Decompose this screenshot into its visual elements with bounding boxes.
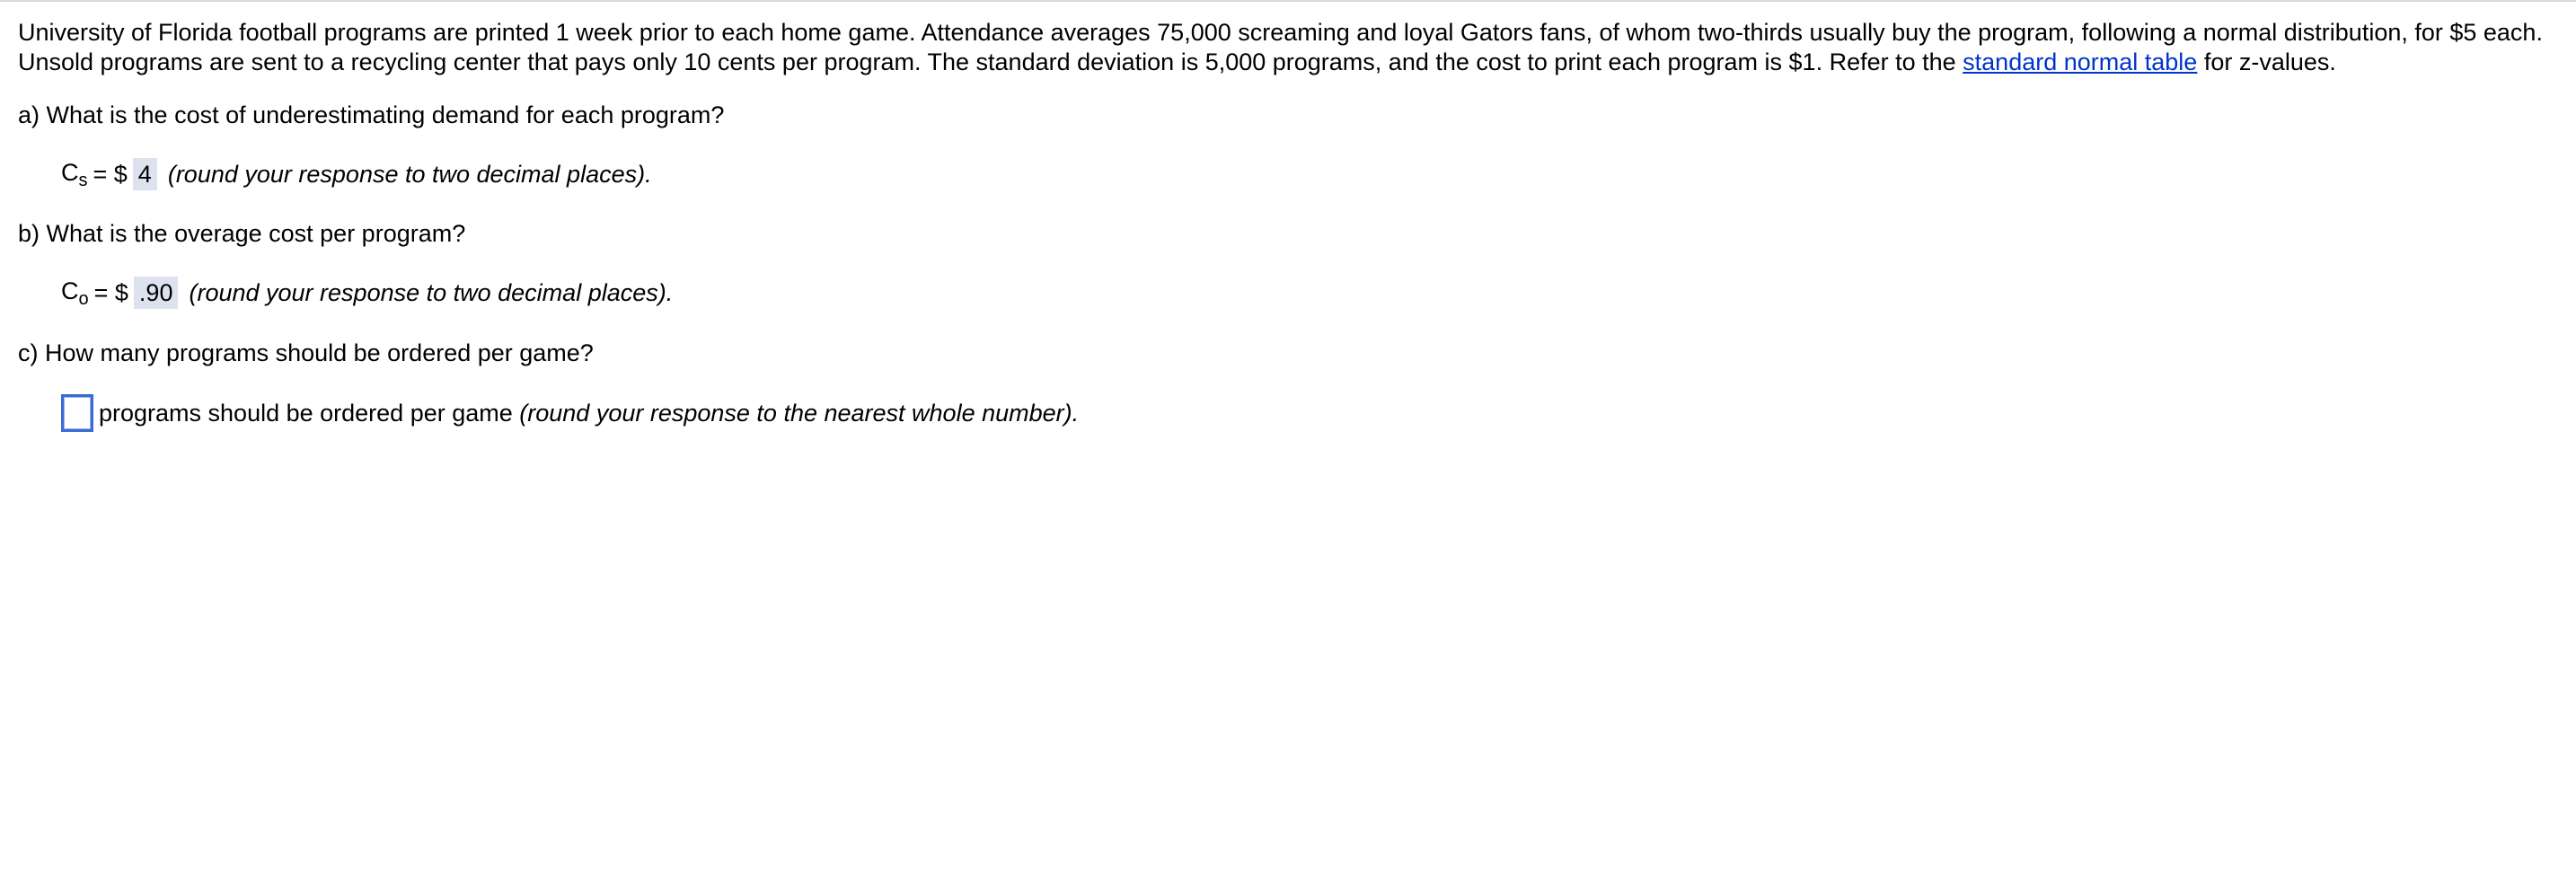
part-b-hint: (round your response to two decimal places).: [189, 278, 674, 306]
part-a-answer-row: [61, 154, 652, 193]
part-b-question: b) What is the overage cost per program?: [18, 220, 466, 247]
part-a-question: a) What is the cost of underestimating demand for each program?: [18, 101, 725, 128]
part-a-equals: = $: [93, 160, 128, 188]
part-a-variable: [61, 154, 88, 193]
part-b-answer-row: [61, 273, 673, 312]
problem-statement: [18, 18, 2551, 77]
standard-normal-table-link[interactable]: standard normal table: [1963, 48, 2198, 75]
part-b-variable-sub: o: [78, 289, 89, 309]
part-a-variable-sub: s: [78, 171, 88, 190]
part-c-question: c) How many programs should be ordered per game?: [18, 339, 594, 366]
part-c-text: programs should be ordered per game: [99, 400, 520, 427]
part-a-answer-field[interactable]: 4: [133, 158, 157, 190]
problem-text-after: for z-values.: [2197, 48, 2336, 75]
part-a-hint: (round your response to two decimal places).: [167, 160, 652, 188]
part-a-variable-main: C: [61, 159, 79, 186]
part-c-answer-row: [61, 394, 1079, 432]
top-divider: [0, 0, 2576, 2]
question-content: [18, 18, 2551, 427]
problem-text-before: University of Florida football programs are printed 1 week prior to each home game. Attendance averages 75,000 screaming and loyal Gators fans, of whom two-thirds usually buy the program, following a normal distribution, for $5 each. Unsold programs are sent to a recycling center that pays only 10 cents per program. The standard deviation is 5,000 programs, and the cost to print each program is $1. Refer to the: [18, 19, 2543, 75]
part-b-variable: [61, 273, 89, 312]
part-b-variable-main: C: [61, 277, 79, 304]
part-c-answer-input[interactable]: [61, 394, 93, 432]
part-b-answer-field[interactable]: .90: [134, 277, 179, 309]
part-b-equals: = $: [93, 278, 128, 306]
part-c-hint: (round your response to the nearest whole number).: [519, 400, 1080, 427]
